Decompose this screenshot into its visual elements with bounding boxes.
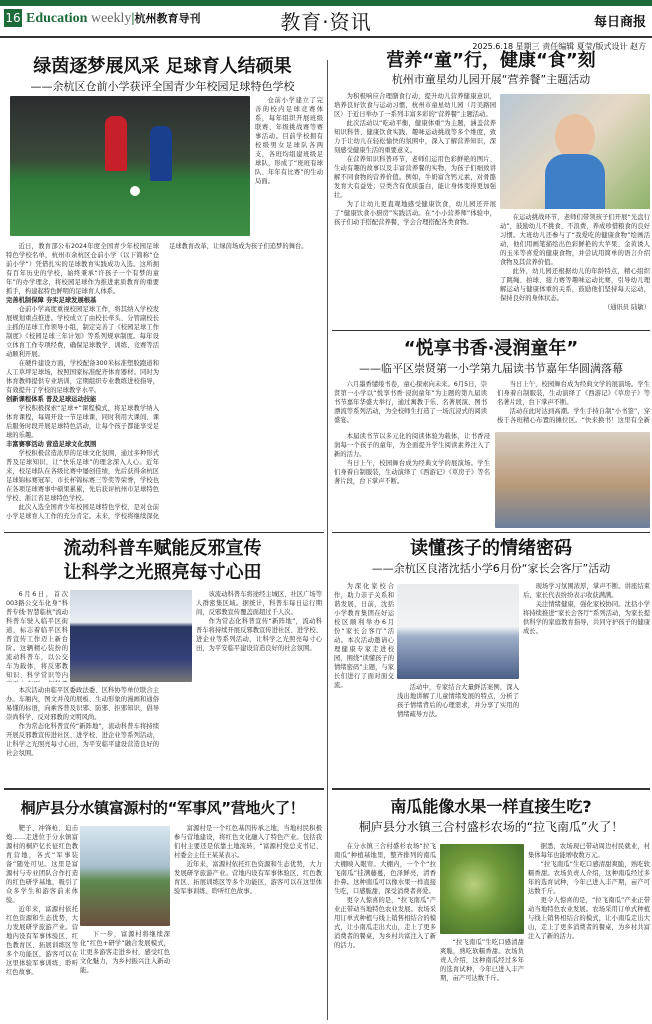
parent-meeting-photo (397, 584, 519, 679)
article-body: 现场学习氛围浓厚，掌声不断。讲座结束后，家长代表纷纷表示收获满满。 关注情绪健康，强化家校协同。沈括小学将持续推进“家长会客厅”系列活动，为家长提供科学的家庭教育指导，共同守护孩子的健康成长。 (523, 583, 650, 635)
article-title: “悦享书香·浸润童年” (403, 338, 579, 359)
science-bus-photo (70, 590, 192, 682)
article-body: 该流动科普车将途经主城区、社区广场等人群密集区域。据统计，科普车每日运行期间，反邪教宣传覆盖面超过千人次。 作为常态化科普宣传“新阵地”，流动科普车将持续开展反邪教宣传进社区、进学校、进企业等系列活动，让科学之光照亮每寸心田，为平安临平建设营造良好的社会氛围。 (196, 591, 322, 652)
article-body: 近日，教育部公布2024年度全国青少年校园足球特色学校名单，杭州市余杭区仓前小学（以下简称“仓前小学”）凭借扎实的足球教育实践成功入选。这所拥有百年历史的学校，始终秉承“许孩子一个有梦的童年”的办学理念，将校园足球作为推进素质教育的重要抓手，构建起特色鲜明的足球育人体系。 完善机制保障 夯实足球发展根基 仓前小学高度重视校园足球工作，将其纳入学校发展规划重点推进。学校成立了由校长牵头、分管副校长主抓的足球工作领导小组，制定完善了《校园足球工作制度》《校园足球三年计划》等系列规章制度。每年设立体育工作专项经费，确保足球教学、训练、竞赛等活动顺利开展。 在硬件建设方面，学校配备300米标准塑胶跑道和人工草坪足球场，按照国家标准配齐体育器材。同时为体育教师提供专业培训，定期组织专业教练进校指导，有效提升了学校的足球教学水平。 创新课程体系 普及足球运动技能 学校积极探索“足球+”课程模式，将足球教学纳入体育课程，每周开设一节足球课，同时利用大课间、课后服务时段开展足球特色活动，让每个孩子都能享受足球的乐趣。 丰富赛事活动 营造足球文化氛围 学校积极营造浓厚的足球文化氛围，通过多种形式普及足球知识，让“快乐足球”的理念深入人心。近年来，校足球队在各级比赛中屡创佳绩，先后获得余杭区足球锦标赛冠军、市长杯锦标赛三等奖等荣誉，学校也在各项足球赛事中硕果累累，先后获评杭州市足球特色学校、浙江省足球特色学校。 此次入选全国青少年校园足球特色学校，是对仓前小学足球育人工作的充分肯定。未来，学校将继续深化足球教育改革，让绿茵场成为孩子们追梦的舞台。 (6, 243, 308, 520)
article-body: 6月6日，首次003路公交车化身“科普专线·智慧临杭”流动科普车驶入临平区街道，标志着临平区科普宣传工作迈上新台阶。这辆精心装扮的流动科普车，以公交车为载体，将反邪教知识、科学常识等内 (6, 591, 68, 679)
page-number: 16 (5, 11, 21, 25)
brand-en-2: weekly (90, 11, 132, 26)
section-title: 教育·资讯 (280, 10, 372, 34)
article-body: 下一步，富源村将继续深化“红色+研学”融合发展模式，让更多游客走进乡村，感受红色文化魅力，为乡村振兴注入新动能。 (80, 931, 170, 974)
article-body: 本次活动由临平区委政法委、区科协等单位联合主办。车厢内，图文并茂的展板、生动形象的漫画和通俗易懂的标语，向乘客普及识邪、防邪、拒邪知识，倡导崇尚科学、反对邪教的文明风尚。 作为常态化科普宣传“新阵地”，流动科普车将持续开展反邪教宣传进社区、进学校、进企业等系列活动，让科学之光照亮每寸心田，为平安临平建设营造良好的社会氛围。 (6, 687, 159, 757)
article-body: 本届读书节以多元化的阅读体验为载体，让书香浸润每一个孩子的童年，为全面提升学生阅读素养注入了新的活力。 当日上午，校园舞台成为经典文学的展演场。学生们身着自制服装，生动演绎了《西游记》《草房子》等名著片段，台下掌声不断。 (334, 433, 490, 485)
paper-name: 每日商报 (593, 15, 646, 30)
brand: Education weekly|杭州教育导刊 (26, 11, 201, 26)
brand-en: Education (26, 11, 88, 26)
article-subtitle: 杭州市童星幼儿园开展“营养餐”主题活动 (391, 73, 591, 86)
pumpkin-photo (440, 844, 524, 934)
header-rule (0, 36, 652, 38)
article-body: 活动中，专家结合大量鲜活案例，深入浅出地讲解了儿童情绪发展的特点，分析了孩子情绪背后的心理需求，并分享了实用的情绪疏导方法。 (397, 684, 519, 718)
military-camp-photo (80, 826, 170, 926)
article-body: 六月墨香缱绻书卷，童心探索向未来。6月5日，崇贤第一小学以“悦享书香·浸润童年”为主题的第九届读书节嘉年华盛大举行，通过寓教于乐、名著展演、图书漂流等系列活动，为全校师生打造了一场沉浸式的阅读盛宴。 当日上午，校园舞台成为经典文学的展演场。学生们身着自制服装，生动演绎了《西游记》《草房子》等名著片段，台下掌声不断。 活动在此时达到高潮。学生手持自制“小书签”，穿梭于各班精心布置的摊位区。“快来换书！这里有全新 (334, 381, 650, 424)
football-photo (10, 96, 250, 236)
article-divider (332, 330, 650, 331)
date-line: 2025.6.18 星期三 责任编辑 夏莹/版式设计 赵方 (472, 42, 646, 51)
article-title: 南瓜能像水果一样直接生吃? (390, 797, 592, 816)
article-body: 富源村是一个红色基因传承之地，当地村民积极参与营地建设，将红色文化融入了特色产业。包括我们村主要还是依靠土地流转，“富源村党总支书记、村委会主任王某某表示。 近年来，富源村依托红色资源和生态优势，大力发展研学旅游产业。营地内设有军事体验区、红色教育区、拓展训练区等多个功能区，游客可以在这里体验军事训练、聆听红色故事。 (174, 825, 322, 895)
article-body: 为积极响应合理膳食行动，提升幼儿营养健康意识，培养良好饮食与运动习惯，杭州市童星幼儿园（月美路园区）于近日举办了一系列丰富多彩的“营养餐”主题活动。 此次活动以“吃动平衡，健康体重”为主题，涵盖营养知识科普、健康饮食实践、趣味运动挑战等多个维度，致力于让幼儿在轻松愉快的氛围中，深入了解营养知识，深刻感受健康生活的重要意义。 在营养知识科普环节，老师们运用色彩鲜艳的图片、生动有趣的故事以及丰富营养餐的实物，为孩子们细致讲解不同食物的营养价值。例如，牛奶富含钙元素，对骨骼发育大有益处；豆类含有优质蛋白，能让身体变得更加强壮。 为了让幼儿更直观地感受健康饮食，幼儿园还开展了“健康饮食小厨房”实践活动。在“小小营养师”体验中，孩子们动手搭配营养餐，学会合理搭配各类食物。 (334, 93, 496, 226)
article-title: 营养“童”行，健康“食”刻 (386, 50, 596, 71)
child-eating-photo (500, 94, 650, 209)
reading-festival-photo (495, 432, 650, 528)
article-divider (332, 532, 650, 533)
article-body: 靶子、冲锋枪、迫击炮……走进位于分水镇富源村的桐庐亿长征红色教育营地，各式“军事装备”随处可见。这里是富源村与专业团队合作打造的红色研学基地，吸引了众多学生和游客前来体验。 近年来，富源村依托红色资源和生态优势，大力发展研学旅游产业。营地内设有军事体验区、红色教育区、拓展训练区等多个功能区，游客可以在这里体验军事训练、聆听红色故事。 (6, 825, 78, 976)
article-body: 仓前小学建立了完善的校内足球竞赛体系，每年组织开展班级联赛、年级挑战赛等赛事活动。目前学校拥有校级男女足球队各两支，各班均组建班级足球队，形成了“班班有球队、年年有比赛”的生动局面。 (255, 97, 323, 185)
article-subtitle: ——临平区崇贤第一小学第九届读书节嘉年华圆满落幕 (359, 362, 623, 375)
brand-cn: 杭州教育导刊 (134, 12, 201, 25)
article-title-line2: 让科学之光照亮每寸心田 (63, 562, 262, 583)
article-divider (4, 788, 324, 790)
article-body: 据悉，农场现已带动周边村民就业，村集体每年也能增收数万元。 “拉飞南瓜”生吃口感清甜爽脆，熟吃软糯香甜。农场负责人介绍，这种南瓜经过多年的选育试种，今年已进入丰产期，亩产可达数千斤。 更令人惊喜的是，“拉飞南瓜”产业正带动当地特色农业发展。农场采用订单式种植与线上销售相结合的模式，让小南瓜走出大山，走上了更多消费者的餐桌，为乡村共富注入了新的活力。 (528, 843, 650, 940)
article-body: “拉飞南瓜”生吃口感清甜爽脆，熟吃软糯香甜。农场负责人介绍，这种南瓜经过多年的选育试种，今年已进入丰产期，亩产可达数千斤。 (440, 939, 524, 982)
article-divider (332, 788, 650, 790)
article-subtitle: ——余杭区仓前小学获评全国青少年校园足球特色学校 (30, 80, 295, 93)
article-divider (4, 532, 324, 533)
article-title: 流动科普车赋能反邪宣传 (63, 538, 262, 559)
article-subtitle: 桐庐县分水镇三合村盛杉农场的“拉飞南瓜”火了！ (358, 820, 624, 834)
article-body: 在运动挑战环节，老师们带领孩子们开展“光盘行动”，鼓励幼儿不挑食、不浪费，养成珍惜粮食的良好习惯。大班幼儿还参与了“我爱吃的健康食物”绘画活动，他们用画笔描绘出色彩鲜艳的大苹果、金黄诱人的玉米等喜爱的健康食物，并尝试用简单的语言介绍食物及其营养价值。 此外，幼儿园还根据幼儿的年龄特点，精心组织了跳绳、拍球、接力赛等趣味运动比赛，引导幼儿理解运动与健康体重的关系，鼓励他们坚持每天运动，保持良好的身体状态。 （通讯员 陆敏） (500, 214, 650, 311)
article-subtitle: ——余杭区良渚沈括小学6月份“家长会客厅”活动 (371, 562, 611, 575)
article-body: 在分水镇三合村盛杉农场“拉飞南瓜”种植基地里，整齐排列的南瓜大棚映入眼帘。大棚内，一个个“拉飞南瓜”挂满藤蔓，色泽鲜亮，清香扑鼻。这种南瓜可以像水果一样直接生吃，口感脆甜，深受消费者喜爱。 更令人惊喜的是，“拉飞南瓜”产业正带动当地特色农业发展。农场采用订单式种植与线上销售相结合的模式，让小南瓜走出大山，走上了更多消费者的餐桌，为乡村共富注入了新的活力。 (334, 843, 436, 949)
article-title: 绿茵逐梦展风采 足球育人结硕果 (33, 56, 292, 77)
article-title: 桐庐县分水镇富源村的“军事风”营地火了！ (20, 799, 305, 817)
article-title: 读懂孩子的情绪密码 (410, 538, 572, 559)
column-divider (327, 60, 328, 1020)
article-body: 为深化家校合作，助力亲子关系和谐发展，日前，沈括小学教育集团在好运校区顺利举办6月份“家长会客厅”活动。本次活动邀请心理健康专家走进校园，围绕“读懂孩子的情绪密码”主题，与家长们进行了面对面交流。 (334, 583, 394, 689)
byline: （通讯员 陆敏） (603, 304, 650, 311)
